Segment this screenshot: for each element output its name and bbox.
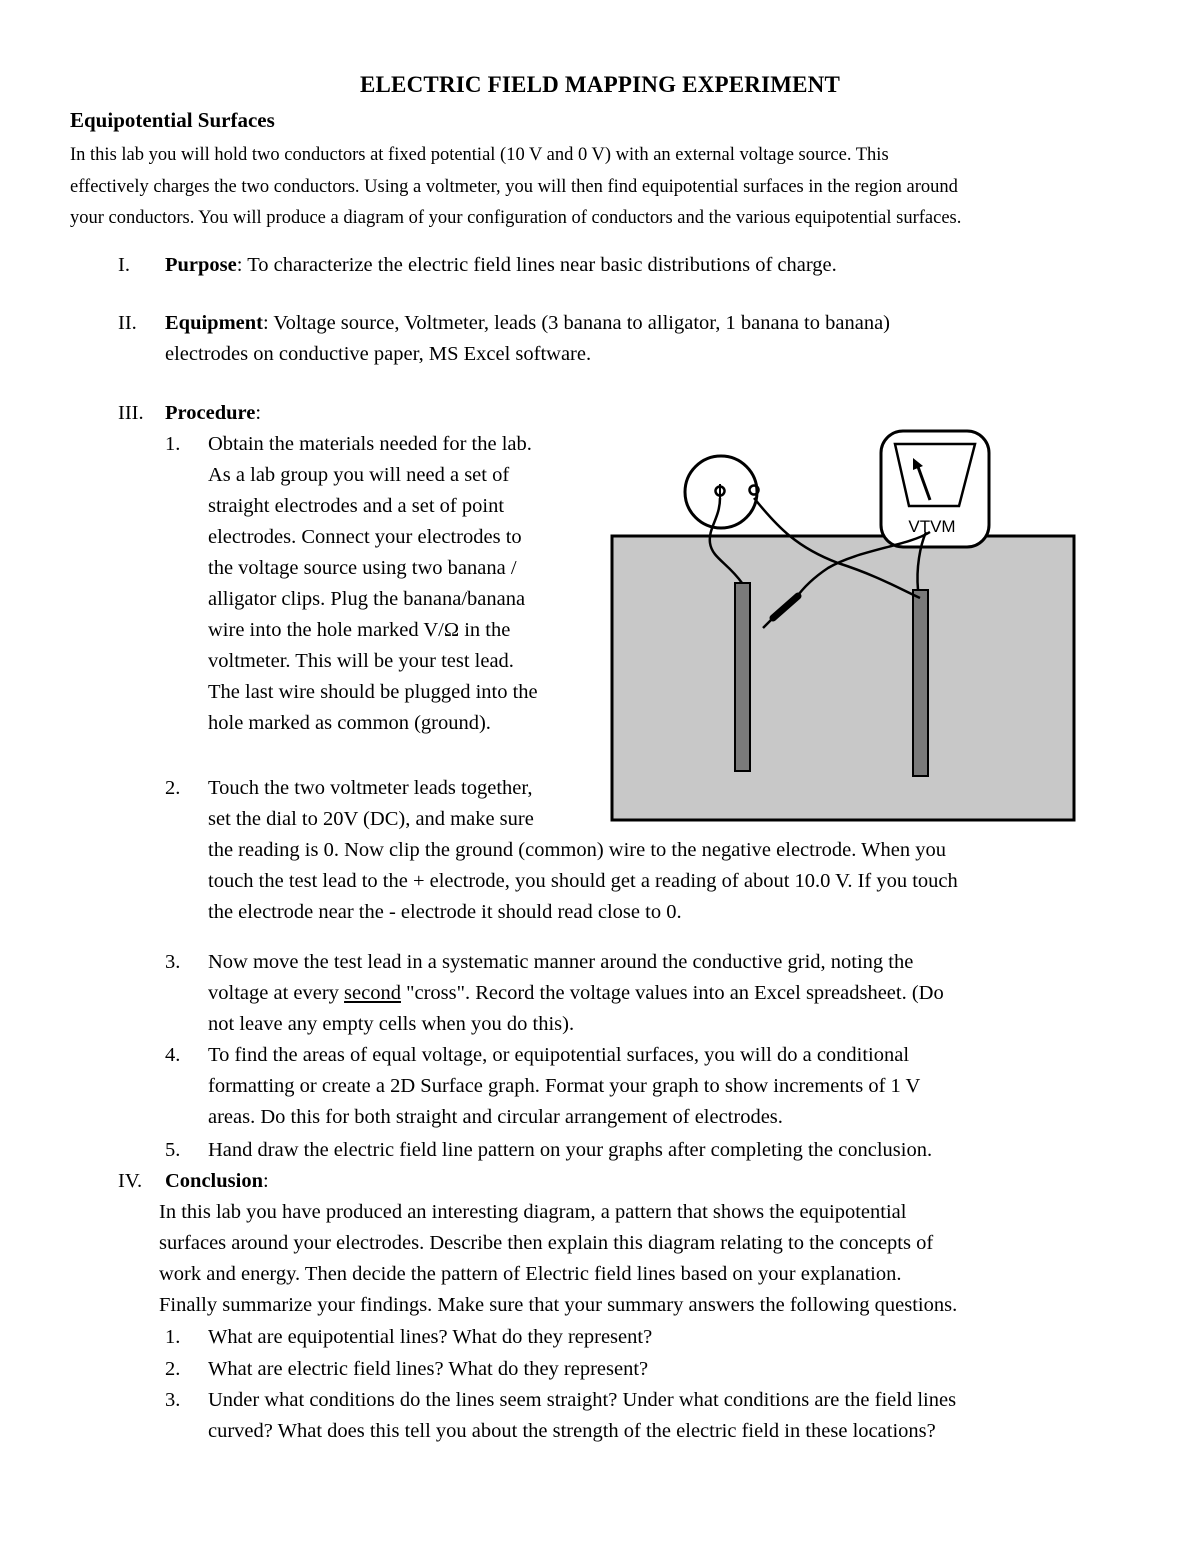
question-text: What are electric field lines? What do they represent? (208, 1358, 649, 1380)
equipment-line: electrodes on conductive paper, MS Excel software. (165, 343, 592, 365)
procedure-label: Procedure (165, 402, 256, 424)
step-line: the electrode near the - electrode it should read close to 0. (208, 901, 682, 923)
conclusion-line: work and energy. Then decide the pattern of Electric field lines based on your explanation. (159, 1263, 902, 1285)
conclusion-heading-line (165, 1166, 269, 1197)
purpose-text: : To characterize the electric field lines near basic distributions of charge. (236, 254, 837, 276)
intro-line: effectively charges the two conductors. Using a voltmeter, you will then find equipotential surfaces in the region around (70, 176, 958, 197)
conclusion-heading (118, 1166, 418, 1198)
step-number: 5. (165, 1139, 181, 1161)
left-electrode (735, 583, 750, 771)
step-text-fragment: voltage at every (208, 982, 345, 1004)
procedure-heading (118, 398, 418, 430)
step-line: the reading is 0. Now clip the ground (common) wire to the negative electrode. When you (208, 839, 946, 861)
conclusion-paragraph (159, 1197, 1099, 1321)
conclusion-colon: : (262, 1170, 269, 1192)
step-line: Now move the test lead in a systematic manner around the conductive grid, noting the (208, 951, 914, 973)
step-line: set the dial to 20V (DC), and make sure (208, 808, 534, 830)
step-line: alligator clips. Plug the banana/banana (208, 588, 526, 610)
equipment-section (118, 308, 1078, 372)
page-title: ELECTRIC FIELD MAPPING EXPERIMENT (359, 72, 841, 97)
step-line: hole marked as common (ground). (208, 712, 491, 734)
step-line (208, 978, 944, 1009)
procedure-colon: : (255, 402, 262, 424)
step-line: voltmeter. This will be your test lead. (208, 650, 514, 672)
conclusion-line: In this lab you have produced an interesting diagram, a pattern that shows the equipotential (159, 1201, 907, 1223)
purpose-text-line (165, 250, 837, 281)
section-subtitle: Equipotential Surfaces (70, 108, 275, 132)
question-line: curved? What does this tell you about the strength of the electric field in these locations? (208, 1420, 936, 1442)
question-number: 2. (165, 1358, 181, 1380)
step-line: Obtain the materials needed for the lab. (208, 433, 532, 455)
intro-paragraph (70, 140, 1130, 235)
step-line: formatting or create a 2D Surface graph. Format your graph to show increments of 1 V (208, 1075, 921, 1097)
intro-line: your conductors. You will produce a diagram of your configuration of conductors and the various equipotential surfaces. (70, 208, 962, 228)
right-electrode (913, 590, 928, 776)
step-text (208, 429, 538, 739)
step-line: touch the test lead to the + electrode, you should get a reading of about 10.0 V. If you touch (208, 870, 958, 892)
conclusion-line: surfaces around your electrodes. Describe then explain this diagram relating to the concepts of (159, 1232, 934, 1254)
section-number: II. (118, 312, 137, 334)
step-line: As a lab group you will need a set of (208, 464, 510, 486)
step-line: not leave any empty cells when you do this). (208, 1013, 575, 1035)
step-line: straight electrodes and a set of point (208, 495, 505, 517)
equipment-text: : Voltage source, Voltmeter, leads (3 banana to alligator, 1 banana to banana) (262, 312, 891, 334)
step-text: Hand draw the electric field line pattern on your graphs after completing the conclusion. (208, 1139, 933, 1161)
equipment-line (165, 308, 890, 339)
step-text-fragment: "cross". Record the voltage values into an Excel spreadsheet. (Do (400, 982, 944, 1004)
procedure-heading-line (165, 398, 261, 429)
underlined-word: second (344, 982, 401, 1004)
question-text: What are equipotential lines? What do they represent? (208, 1326, 653, 1348)
step-number: 2. (165, 777, 181, 799)
question-number: 1. (165, 1326, 181, 1348)
step-text (208, 1040, 920, 1133)
step-line: wire into the hole marked V/Ω in the (208, 619, 511, 641)
intro-line: In this lab you will hold two conductors at fixed potential (10 V and 0 V) with an external voltage source. This (70, 145, 889, 165)
step-text (208, 947, 944, 1040)
conclusion-label: Conclusion (165, 1170, 263, 1192)
step-line: the voltage source using two banana / (208, 557, 517, 579)
question-number: 3. (165, 1389, 181, 1411)
apparatus-diagram (608, 428, 1078, 828)
step-line: electrodes. Connect your electrodes to (208, 526, 522, 548)
step-line: areas. Do this for both straight and circular arrangement of electrodes. (208, 1106, 783, 1128)
step-number: 4. (165, 1044, 181, 1066)
section-number: IV. (118, 1170, 143, 1192)
purpose-label: Purpose (165, 254, 237, 276)
conclusion-line: Finally summarize your findings. Make sure that your summary answers the following questions. (159, 1294, 958, 1316)
section-number: I. (118, 254, 130, 276)
meter-label: VTVM (908, 517, 956, 536)
purpose-section (118, 250, 1018, 282)
step-line: Touch the two voltmeter leads together, (208, 777, 533, 799)
question-text (208, 1385, 956, 1447)
equipment-body (165, 308, 890, 370)
equipment-label: Equipment (165, 312, 263, 334)
step-number: 3. (165, 951, 181, 973)
step-line: To find the areas of equal voltage, or equipotential surfaces, you will do a conditional (208, 1044, 910, 1066)
step-number: 1. (165, 433, 181, 455)
step-line: The last wire should be plugged into the (208, 681, 538, 703)
question-line: Under what conditions do the lines seem straight? Under what conditions are the field lines (208, 1389, 957, 1411)
section-number: III. (118, 402, 144, 424)
conductive-paper (612, 536, 1074, 820)
